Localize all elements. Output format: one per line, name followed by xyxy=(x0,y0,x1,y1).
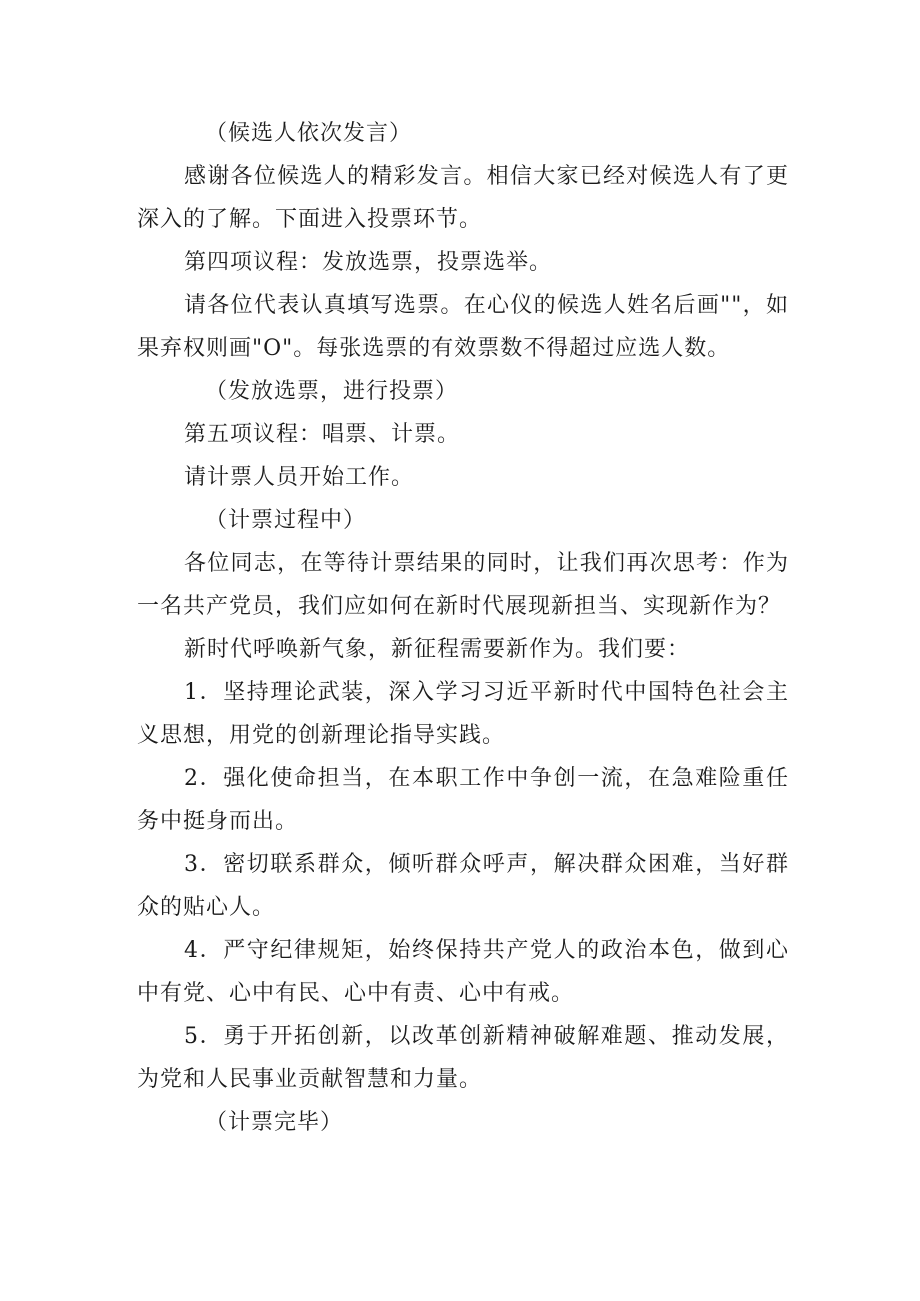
paragraph-counters-start: 请计票人员开始工作。 xyxy=(184,465,415,490)
list-item-4: 4．严守纪律规矩，始终保持共产党人的政治本色，做到心中有党、心中有民、心中有责、心中有戒。 xyxy=(137,938,789,1006)
list-item-3: 3．密切联系群众，倾听群众呼声，解决群众困难，当好群众的贴心人。 xyxy=(137,852,789,920)
list-item-1: 1．坚持理论武装，深入学习习近平新时代中国特色社会主义思想，用党的创新理论指导实践。 xyxy=(137,680,789,748)
paragraph-voting-instructions: 请各位代表认真填写选票。在心仪的候选人姓名后画""，如果弃权则画"O"。每张选票的有效票数不得超过应选人数。 xyxy=(137,293,789,361)
stage-direction-counting-done: （计票完毕） xyxy=(205,1110,344,1135)
list-item-5: 5．勇于开拓创新，以改革创新精神破解难题、推动发展，为党和人民事业贡献智慧和力量。 xyxy=(137,1024,789,1092)
stage-direction-candidates-speak: （候选人依次发言） xyxy=(205,121,413,146)
paragraph-new-era: 新时代呼唤新气象，新征程需要新作为。我们要： xyxy=(184,637,691,662)
list-item-2: 2．强化使命担当，在本职工作中争创一流，在急难险重任务中挺身而出。 xyxy=(137,766,789,834)
agenda-item-four: 第四项议程：发放选票，投票选举。 xyxy=(184,250,553,275)
document-body xyxy=(137,112,789,1144)
stage-direction-counting: （计票过程中） xyxy=(205,508,367,533)
paragraph-reflection: 各位同志，在等待计票结果的同时，让我们再次思考：作为一名共产党员，我们应如何在新时代展现新担当、实现新作为？ xyxy=(137,551,789,619)
paragraph-thanks-candidates: 感谢各位候选人的精彩发言。相信大家已经对候选人有了更深入的了解。下面进入投票环节。 xyxy=(137,164,789,232)
agenda-item-five: 第五项议程：唱票、计票。 xyxy=(184,422,461,447)
stage-direction-distribute-ballots: （发放选票，进行投票） xyxy=(205,379,459,404)
